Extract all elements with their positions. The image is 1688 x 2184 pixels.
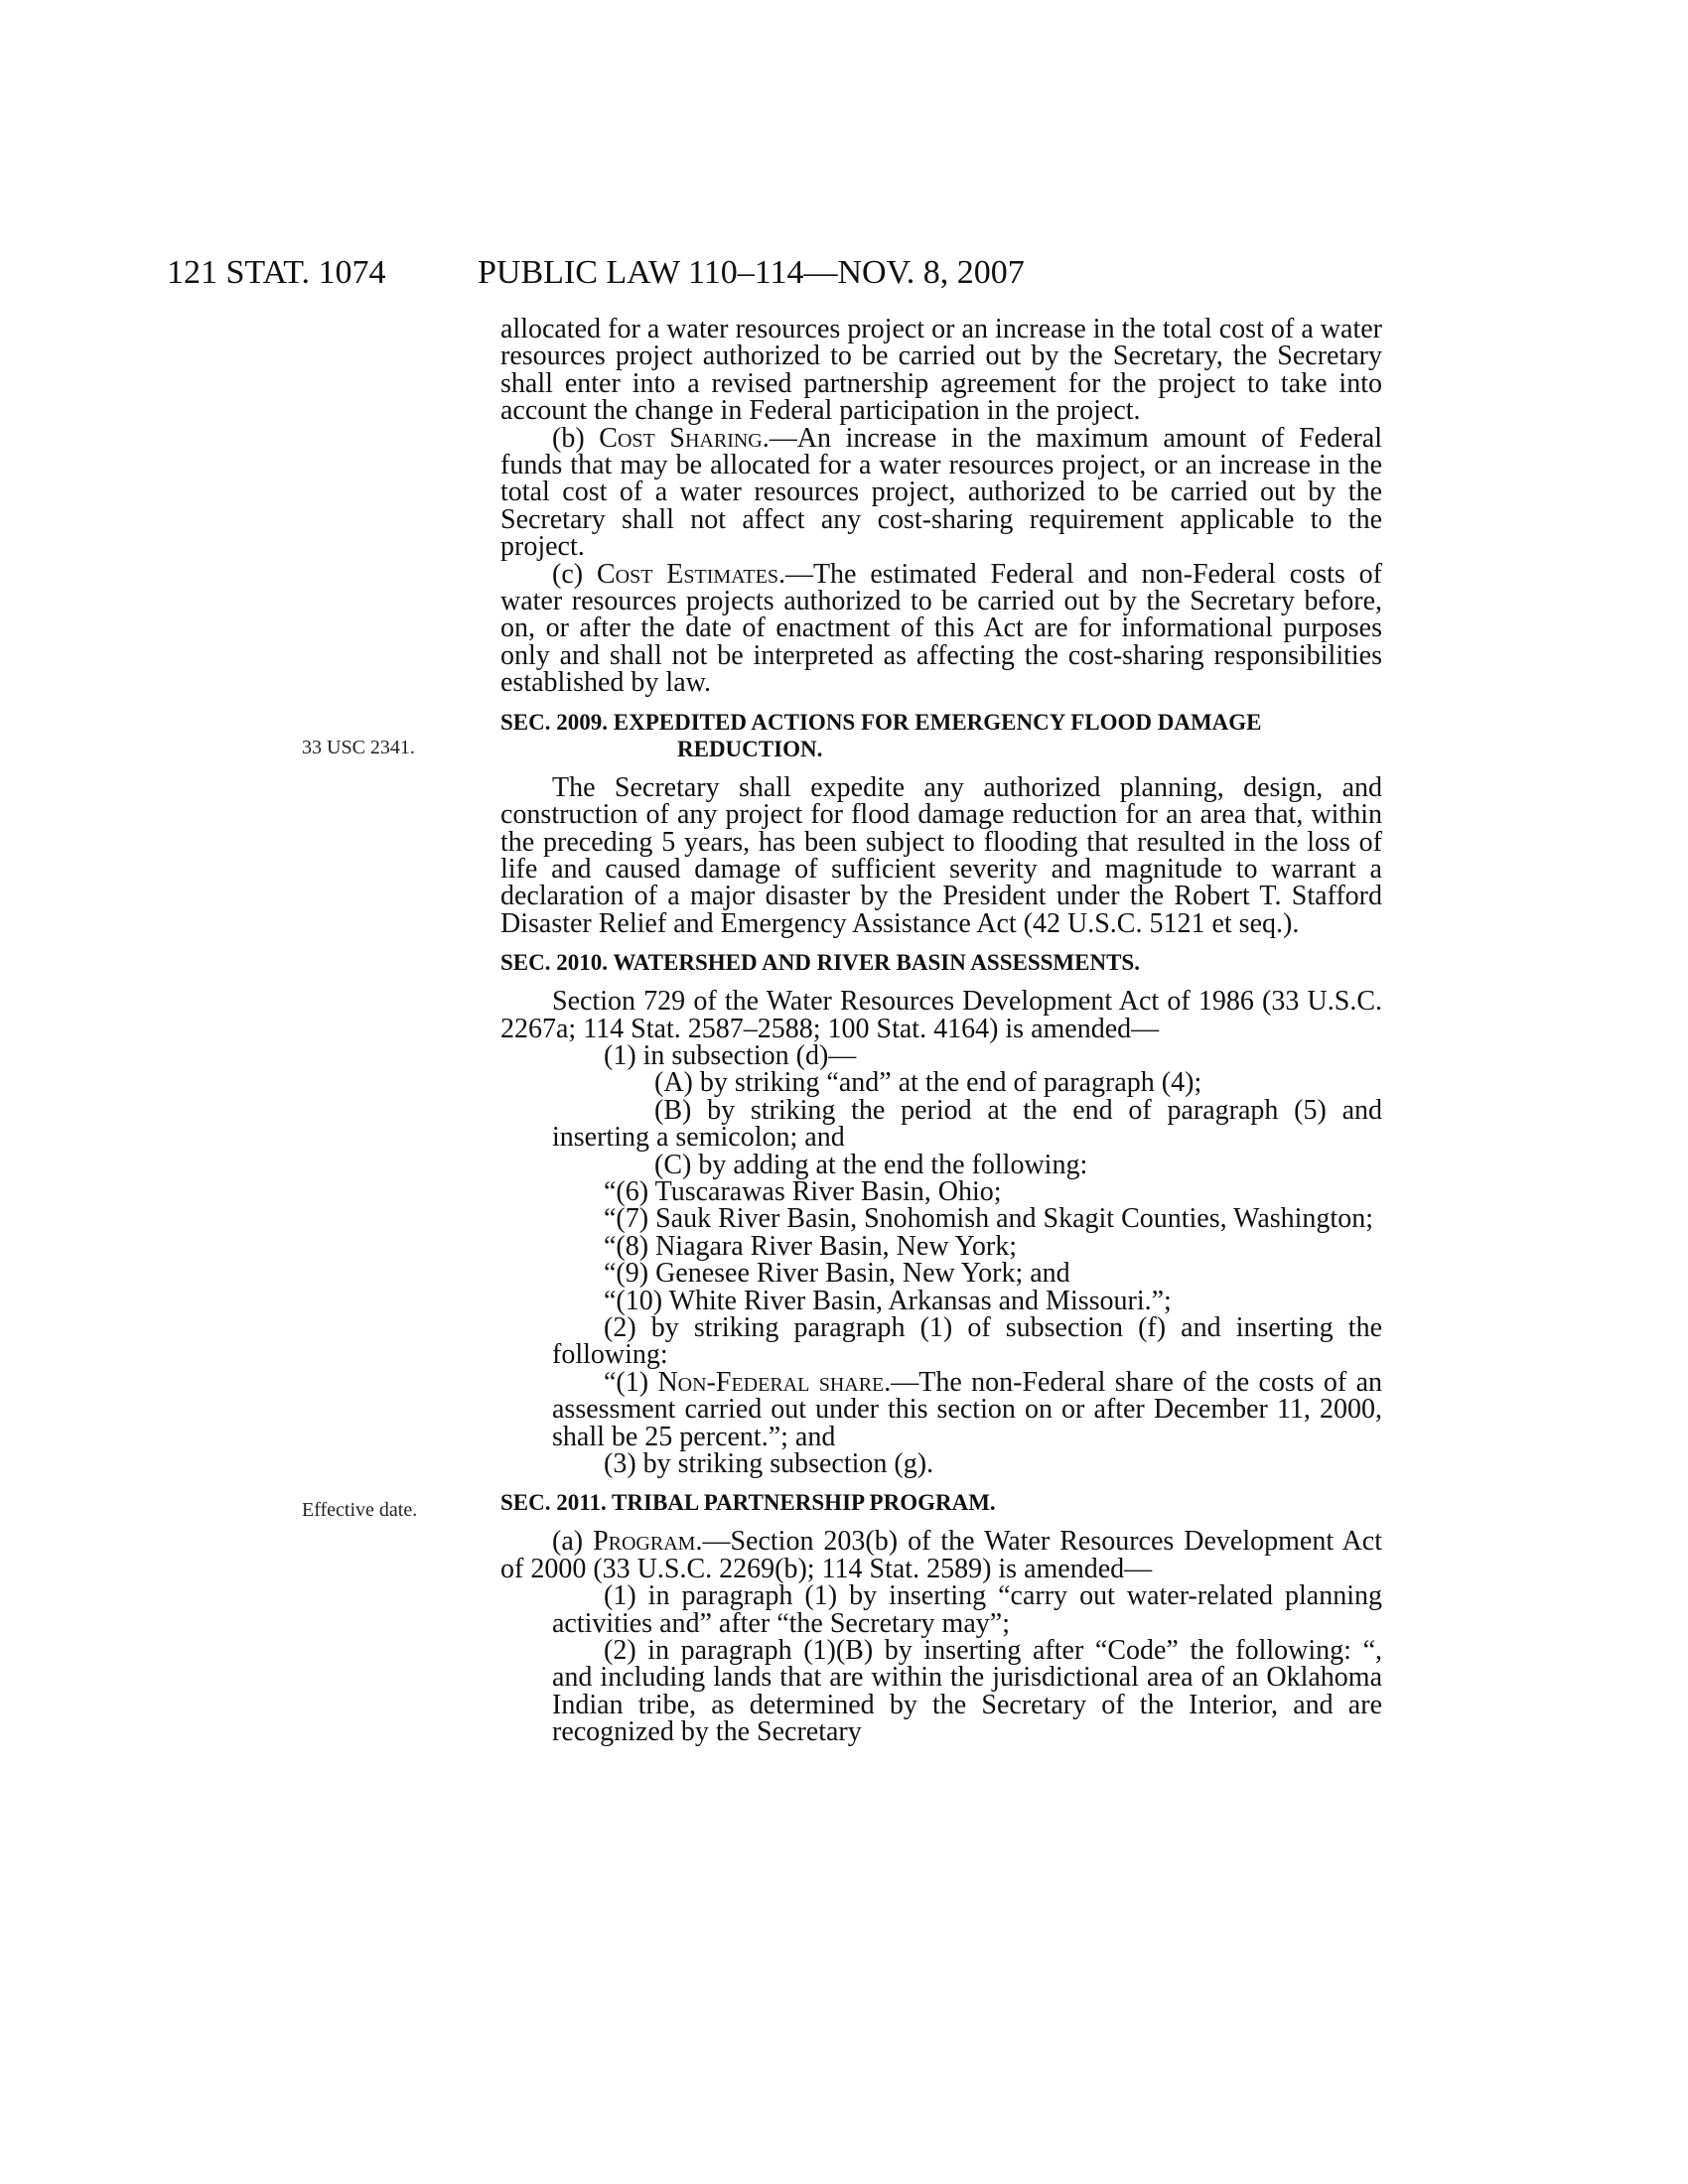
document-body (500, 316, 1382, 1746)
item-1-B: (B) by striking the period at the end of paragraph (5) and inserting a semicolon; and (552, 1094, 1382, 1154)
page-header (167, 250, 1380, 296)
quoted-item-6: “(6) Tuscarawas River Basin, Ohio; (604, 1175, 1002, 1207)
public-law-title: PUBLIC LAW 110–114—NOV. 8, 2007 (478, 254, 1025, 291)
item-1-A: (A) by striking “and” at the end of paragraph (4); (654, 1067, 1202, 1099)
quoted-item-10: “(10) White River Basin, Arkansas and Missouri.”; (604, 1285, 1172, 1316)
item-2: (2) by striking paragraph (1) of subsection (f) and inserting the following: (552, 1312, 1382, 1371)
section-2010-intro: Section 729 of the Water Resources Development Act of 1986 (33 U.S.C. 2267a; 114 Stat. 2587–2588; 100 Stat. 4164) is amended— (500, 986, 1382, 1044)
section-2009-heading: SEC. 2009. EXPEDITED ACTIONS FOR EMERGENCY FLOOD DAMAGE REDUCTION. (500, 709, 1262, 761)
subsection-a-item-2: (2) in paragraph (1)(B) by inserting after “Code” the following: “, and including lands that are within the jurisdictional area of an Oklahoma Indian tribe, as determined by the Secretary of the Interior, and are recognized by the Secretary (552, 1635, 1382, 1748)
margin-note-usc: 33 USC 2341. (302, 737, 415, 758)
quoted-item-9: “(9) Genesee River Basin, New York; and (604, 1258, 1070, 1290)
quoted-item-8: “(8) Niagara River Basin, New York; (604, 1230, 1018, 1262)
quoted-item-7: “(7) Sauk River Basin, Snohomish and Skagit Counties, Washington; (604, 1203, 1373, 1235)
item-1: (1) in subsection (d)— (604, 1039, 857, 1071)
subsection-a: (a) Program.—Section 203(b) of the Water Resources Development Act of 2000 (33 U.S.C. 2269(b); 114 Stat. 2589) is amended— (500, 1526, 1383, 1584)
non-federal-share: “(1) Non-Federal share.—The non-Federal share of the costs of an assessment carried out under this section on or after December 11, 2000, shall be 25 percent.”; and (552, 1366, 1382, 1452)
subsection-a-heading: Program (593, 1526, 696, 1558)
section-2009-text: The Secretary shall expedite any authorized planning, design, and construction of any project for flood damage reduction for an area that, within the preceding 5 years, has been subject to flooding that resulted in the loss of life and caused damage of sufficient severity and magnitude to warrant a declaration of a major disaster by the President under the Robert T. Stafford Disaster Relief and Emergency Assistance Act (42 U.S.C. 5121 et seq.). (500, 771, 1382, 939)
paragraph-continuation: allocated for a water resources project or an increase in the total cost of a water resources project authorized to be carried out by the Secretary, the Secretary shall enter into a revised partnership agreement for the project to take into account the change in Federal participation in the project. (500, 314, 1382, 427)
margin-note-effective-date: Effective date. (302, 1499, 418, 1521)
item-1-C: (C) by adding at the end the following: (654, 1149, 1088, 1180)
subsection-c: (c) Cost Estimates.—The estimated Federal and non-Federal costs of water resources projects authorized to be carried out by the Secretary before, on, or after the date of enactment of this Act are for informational purposes only and shall not be interpreted as affecting the cost-sharing responsibilities established by law. (500, 558, 1382, 699)
non-federal-share-heading: Non-Federal share (657, 1366, 885, 1398)
item-3: (3) by striking subsection (g). (604, 1448, 934, 1480)
subsection-a-item-1: (1) in paragraph (1) by inserting “carry out water-related planning activities and” after “the Secretary may”; (552, 1580, 1382, 1639)
section-2010-heading: SEC. 2010. WATERSHED AND RIVER BASIN ASSESSMENTS. (500, 950, 1140, 976)
subsection-b-heading: Cost Sharing (599, 422, 763, 454)
section-2011-heading: SEC. 2011. TRIBAL PARTNERSHIP PROGRAM. (500, 1490, 996, 1516)
subsection-c-heading: Cost Estimates (596, 558, 778, 590)
subsection-b: (b) Cost Sharing.—An increase in the maximum amount of Federal funds that may be allocated for a water resources project, or an increase in the total cost of a water resources project, authorized to be carried out by the Secretary shall not affect any cost-sharing requirement applicable to the project. (500, 422, 1382, 563)
stat-page-number: 121 STAT. 1074 (167, 254, 386, 291)
